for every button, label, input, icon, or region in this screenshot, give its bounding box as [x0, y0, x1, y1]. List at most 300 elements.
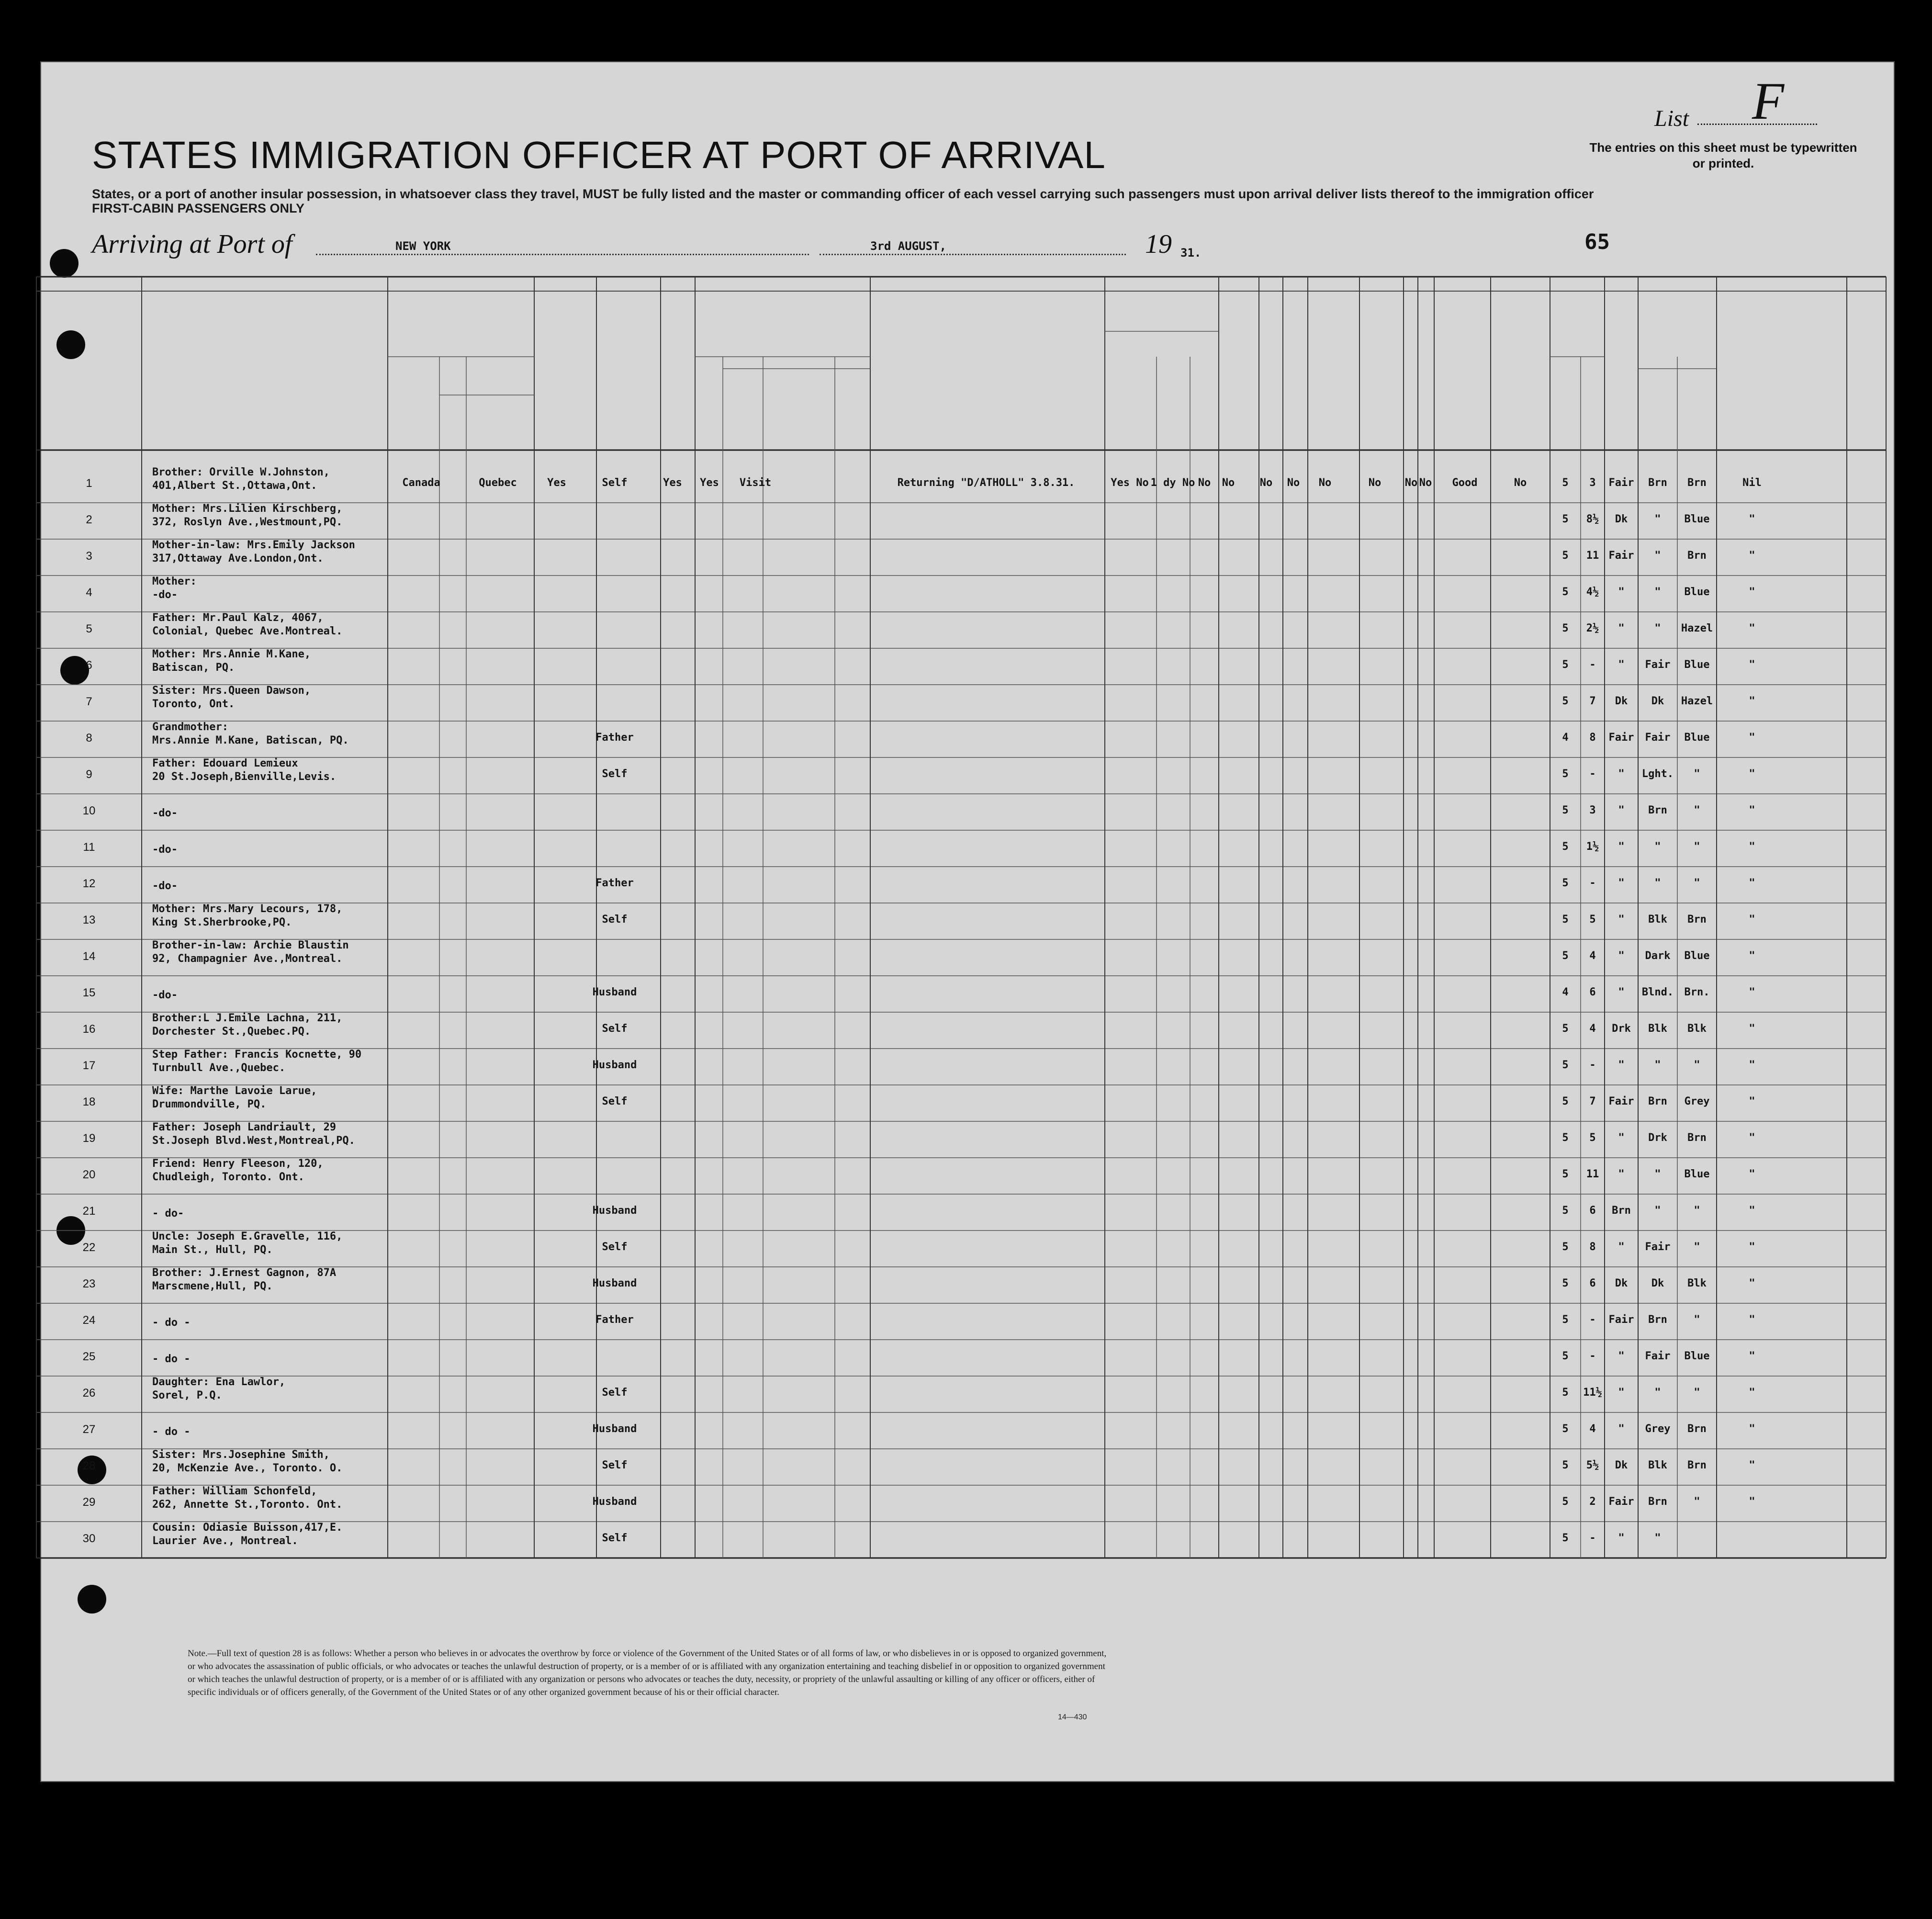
- list-number: 4: [86, 586, 92, 599]
- list-number: 22: [82, 1241, 96, 1254]
- eye-color-cell: ": [1694, 1496, 1700, 1508]
- marks-cell: ": [1749, 1205, 1755, 1217]
- typewritten-note: The entries on this sheet must be typewritten or printed.: [1589, 140, 1857, 170]
- list-number: 20: [82, 1168, 96, 1181]
- hair-color-cell: Blk: [1648, 1459, 1667, 1471]
- eye-color-cell: Blk: [1687, 1023, 1707, 1035]
- relative-address: -do-: [152, 589, 178, 601]
- eye-color-cell: Blk: [1687, 1277, 1707, 1289]
- list-number: 15: [82, 986, 96, 999]
- relative-name: Father: Edouard Lemieux: [152, 757, 298, 769]
- height-inches-cell: 2: [1589, 1496, 1596, 1508]
- list-number: 19: [82, 1132, 96, 1145]
- relative-address: 262, Annette St.,Toronto. Ont.: [152, 1499, 343, 1511]
- eye-color-cell: ": [1694, 804, 1700, 816]
- hair-color-cell: Dk: [1651, 695, 1664, 707]
- list-number: 7: [86, 695, 92, 708]
- height-feet-cell: 5: [1562, 877, 1569, 889]
- complexion-cell: ": [1618, 841, 1625, 853]
- passage-paid-cell: Self: [602, 768, 628, 780]
- complexion-cell: ": [1618, 986, 1625, 998]
- height-inches-cell: -: [1589, 1314, 1596, 1326]
- relative-address: 317,Ottaway Ave.London,Ont.: [152, 553, 324, 564]
- marks-cell: ": [1749, 1350, 1755, 1362]
- eye-color-cell: ": [1694, 877, 1700, 889]
- eye-color-cell: Brn: [1687, 1132, 1707, 1144]
- height-inches-cell: 11: [1586, 550, 1599, 562]
- list-number: 9: [86, 768, 92, 781]
- list-number: 18: [82, 1095, 96, 1108]
- relative-name: Sister: Mrs.Queen Dawson,: [152, 685, 311, 697]
- health-cell: Good: [1452, 477, 1478, 489]
- relative-name: Mother:: [152, 576, 197, 587]
- eye-color-cell: ": [1694, 1059, 1700, 1071]
- relative-address: -do-: [152, 989, 178, 1001]
- height-feet-cell: 5: [1562, 1532, 1569, 1544]
- eye-color-cell: Blue: [1684, 1350, 1710, 1362]
- height-inches-cell: 6: [1589, 986, 1596, 998]
- hair-color-cell: Brn: [1648, 1095, 1667, 1107]
- form-title: STATES IMMIGRATION OFFICER AT PORT OF ARRIVAL: [92, 134, 1106, 176]
- complexion-cell: Fair: [1608, 477, 1634, 489]
- height-inches-cell: 3: [1589, 804, 1596, 816]
- list-number: 2: [86, 513, 92, 526]
- relative-name: Step Father: Francis Kocnette, 90: [152, 1049, 362, 1061]
- complexion-cell: Fair: [1608, 732, 1634, 744]
- height-feet-cell: 5: [1562, 659, 1569, 671]
- relative-name: Mother: Mrs.Lilien Kirschberg,: [152, 503, 343, 515]
- list-number: 16: [82, 1023, 96, 1036]
- height-inches-cell: 2½: [1586, 622, 1599, 634]
- marks-cell: ": [1749, 1059, 1755, 1071]
- year-suffix: 31.: [1180, 246, 1202, 260]
- relative-name: Brother-in-law: Archie Blaustin: [152, 939, 349, 951]
- before-us-cell: Yes: [700, 477, 719, 489]
- height-inches-cell: -: [1589, 659, 1596, 671]
- list-number: 21: [82, 1205, 96, 1218]
- complexion-cell: ": [1618, 1168, 1625, 1180]
- arrested-cell: No: [1419, 477, 1432, 489]
- hair-color-cell: ": [1654, 1532, 1661, 1544]
- height-inches-cell: 11: [1586, 1168, 1599, 1180]
- year-prefix: 19: [1145, 229, 1172, 259]
- complexion-cell: ": [1618, 877, 1625, 889]
- ticket-cell: Yes: [547, 477, 566, 489]
- list-number: 13: [82, 914, 96, 926]
- relative-address: King St.Sherbrooke,PQ.: [152, 916, 292, 928]
- relative-name: Uncle: Joseph E.Gravelle, 116,: [152, 1230, 343, 1242]
- passage-paid-cell: Father: [595, 732, 634, 744]
- height-feet-cell: 4: [1562, 732, 1569, 744]
- complexion-cell: ": [1618, 768, 1625, 780]
- eye-color-cell: Blue: [1684, 586, 1710, 598]
- class-line: FIRST-CABIN PASSENGERS ONLY: [92, 201, 305, 215]
- hair-color-cell: Fair: [1645, 732, 1671, 744]
- height-feet-cell: 5: [1562, 1132, 1569, 1144]
- purpose-length-cell: 1 dy No: [1150, 477, 1195, 489]
- marks-cell: ": [1749, 732, 1755, 744]
- height-inches-cell: 4½: [1586, 586, 1599, 598]
- eye-color-cell: ": [1694, 1205, 1700, 1217]
- list-number: 8: [86, 732, 92, 745]
- complexion-cell: Dk: [1615, 1459, 1628, 1471]
- eye-color-cell: Hazel: [1681, 695, 1713, 707]
- purpose-citizen-cell: No: [1198, 477, 1211, 489]
- complexion-cell: ": [1618, 1387, 1625, 1399]
- marks-cell: ": [1749, 914, 1755, 926]
- list-number: 23: [82, 1277, 96, 1290]
- relative-address: Mrs.Annie M.Kane, Batiscan, PQ.: [152, 734, 349, 746]
- list-number: 26: [82, 1387, 96, 1400]
- eye-color-cell: Brn: [1687, 1423, 1707, 1435]
- hair-color-cell: ": [1654, 1059, 1661, 1071]
- passage-paid-cell: Husband: [592, 1423, 637, 1435]
- complexion-cell: ": [1618, 1059, 1625, 1071]
- complexion-cell: ": [1618, 804, 1625, 816]
- height-feet-cell: 5: [1562, 1205, 1569, 1217]
- list-number: 5: [86, 622, 92, 635]
- date-value: 3rd AUGUST,: [870, 239, 946, 253]
- port-value: NEW YORK: [395, 239, 451, 253]
- relative-name: Mother: Mrs.Mary Lecours, 178,: [152, 903, 343, 915]
- relative-address: -do-: [152, 807, 178, 819]
- marks-cell: ": [1749, 986, 1755, 998]
- complexion-cell: Fair: [1608, 550, 1634, 562]
- complexion-cell: Dk: [1615, 695, 1628, 707]
- hair-color-cell: ": [1654, 513, 1661, 525]
- complexion-cell: ": [1618, 914, 1625, 926]
- marks-cell: ": [1749, 1168, 1755, 1180]
- height-inches-cell: 8: [1589, 732, 1596, 744]
- marks-cell: ": [1749, 1314, 1755, 1326]
- relative-address: - do -: [152, 1426, 191, 1438]
- marks-cell: ": [1749, 804, 1755, 816]
- relative-address: 20 St.Joseph,Bienville,Levis.: [152, 771, 337, 783]
- eye-color-cell: Brn: [1687, 477, 1707, 489]
- height-feet-cell: 5: [1562, 1241, 1569, 1253]
- marks-cell: ": [1749, 586, 1755, 598]
- marks-cell: ": [1749, 768, 1755, 780]
- height-feet-cell: 5: [1562, 1277, 1569, 1289]
- list-number: 30: [82, 1532, 96, 1545]
- list-number: 10: [82, 804, 96, 817]
- hair-color-cell: ": [1654, 1205, 1661, 1217]
- relative-address: St.Joseph Blvd.West,Montreal,PQ.: [152, 1135, 355, 1147]
- hair-color-cell: Blk: [1648, 1023, 1667, 1035]
- relative-name: Grandmother:: [152, 721, 228, 733]
- passage-paid-cell: Self: [602, 914, 628, 926]
- relative-name: Mother: Mrs.Annie M.Kane,: [152, 648, 311, 660]
- contract-labor-cell: No: [1368, 477, 1382, 489]
- marks-cell: ": [1749, 695, 1755, 707]
- purpose-return-cell: Yes No: [1111, 477, 1149, 489]
- hair-color-cell: Blnd.: [1641, 986, 1674, 998]
- hair-color-cell: ": [1654, 877, 1661, 889]
- polygamist-cell: No: [1259, 477, 1273, 489]
- deformed-cell: No: [1514, 477, 1527, 489]
- height-feet-cell: 5: [1562, 841, 1569, 853]
- complexion-cell: ": [1618, 950, 1625, 962]
- height-feet-cell: 5: [1562, 1023, 1569, 1035]
- hair-color-cell: Brn: [1648, 1314, 1667, 1326]
- hair-color-cell: Dk: [1651, 1277, 1664, 1289]
- relative-address: Dorchester St.,Quebec.PQ.: [152, 1026, 311, 1038]
- city-cell: Quebec: [479, 477, 517, 489]
- height-feet-cell: 5: [1562, 477, 1569, 489]
- relative-name: Father: Mr.Paul Kalz, 4067,: [152, 612, 324, 624]
- relative-address: Laurier Ave., Montreal.: [152, 1535, 298, 1547]
- hair-color-cell: ": [1654, 550, 1661, 562]
- marks-cell: ": [1749, 550, 1755, 562]
- passage-paid-cell: Self: [602, 1095, 628, 1107]
- passage-paid-cell: Husband: [592, 986, 637, 998]
- height-feet-cell: 5: [1562, 695, 1569, 707]
- relative-name: Brother:L J.Emile Lachna, 211,: [152, 1012, 343, 1024]
- height-feet-cell: 5: [1562, 804, 1569, 816]
- eye-color-cell: Brn: [1687, 1459, 1707, 1471]
- height-inches-cell: 4: [1589, 1023, 1596, 1035]
- marks-cell: ": [1749, 622, 1755, 634]
- overthrow-cell: No: [1318, 477, 1332, 489]
- eye-color-cell: ": [1694, 768, 1700, 780]
- height-inches-cell: 3: [1589, 477, 1596, 489]
- complexion-cell: ": [1618, 1350, 1625, 1362]
- height-inches-cell: -: [1589, 768, 1596, 780]
- complexion-cell: ": [1618, 1532, 1625, 1544]
- marks-cell: ": [1749, 841, 1755, 853]
- list-value: F: [1752, 72, 1785, 130]
- eye-color-cell: Blue: [1684, 950, 1710, 962]
- relative-address: -do-: [152, 844, 178, 856]
- passage-paid-cell: Self: [602, 477, 628, 489]
- eye-color-cell: ": [1694, 1314, 1700, 1326]
- height-feet-cell: 5: [1562, 1350, 1569, 1362]
- height-feet-cell: 5: [1562, 950, 1569, 962]
- money-cell: Yes: [663, 477, 682, 489]
- height-inches-cell: 7: [1589, 695, 1596, 707]
- height-inches-cell: -: [1589, 1532, 1596, 1544]
- eye-color-cell: Hazel: [1681, 622, 1713, 634]
- marks-cell: ": [1749, 513, 1755, 525]
- hair-color-cell: Brn: [1648, 804, 1667, 816]
- height-feet-cell: 5: [1562, 622, 1569, 634]
- hair-color-cell: Lght.: [1641, 768, 1674, 780]
- eye-color-cell: Grey: [1684, 1095, 1710, 1107]
- hair-color-cell: Fair: [1645, 659, 1671, 671]
- passage-paid-cell: Father: [595, 877, 634, 889]
- excluded-cell: No: [1404, 477, 1418, 489]
- list-number: 6: [86, 659, 92, 672]
- relative-address: Turnbull Ave.,Quebec.: [152, 1062, 286, 1074]
- complexion-cell: ": [1618, 659, 1625, 671]
- eye-color-cell: Blue: [1684, 732, 1710, 744]
- eye-color-cell: ": [1694, 1241, 1700, 1253]
- height-feet-cell: 5: [1562, 768, 1569, 780]
- passage-paid-cell: Self: [602, 1387, 628, 1399]
- relative-address: - do-: [152, 1208, 184, 1219]
- relative-name: Sister: Mrs.Josephine Smith,: [152, 1449, 330, 1461]
- height-inches-cell: 5½: [1586, 1459, 1599, 1471]
- list-number: 24: [82, 1314, 96, 1327]
- passage-paid-cell: Husband: [592, 1059, 637, 1071]
- height-feet-cell: 5: [1562, 1168, 1569, 1180]
- anarchist-cell: No: [1287, 477, 1300, 489]
- marks-cell: ": [1749, 950, 1755, 962]
- list-number: 17: [82, 1059, 96, 1072]
- height-feet-cell: 5: [1562, 1496, 1569, 1508]
- list-number: 3: [86, 550, 92, 563]
- complexion-cell: ": [1618, 1132, 1625, 1144]
- height-feet-cell: 5: [1562, 1314, 1569, 1326]
- list-number: 25: [82, 1350, 96, 1363]
- hair-color-cell: Blk: [1648, 914, 1667, 926]
- list-label: List: [1654, 106, 1689, 131]
- eye-color-cell: Blue: [1684, 513, 1710, 525]
- foreign-country-cell: Canada: [402, 477, 440, 489]
- complexion-cell: ": [1618, 1241, 1625, 1253]
- height-inches-cell: 8: [1589, 1241, 1596, 1253]
- marks-cell: ": [1749, 1023, 1755, 1035]
- hair-color-cell: Grey: [1645, 1423, 1671, 1435]
- eye-color-cell: Brn: [1687, 914, 1707, 926]
- relative-name: Father: William Schonfeld,: [152, 1485, 317, 1497]
- relative-address: 401,Albert St.,Ottawa,Ont.: [152, 480, 317, 492]
- marks-cell: ": [1749, 1387, 1755, 1399]
- relative-name: Father: Joseph Landriault, 29: [152, 1121, 337, 1133]
- list-number: 14: [82, 950, 96, 963]
- relative-name: Daughter: Ena Lawlor,: [152, 1376, 286, 1388]
- port-label: Arriving at Port of: [92, 229, 292, 259]
- height-feet-cell: 5: [1562, 1459, 1569, 1471]
- height-inches-cell: 1½: [1586, 841, 1599, 853]
- passage-paid-cell: Self: [602, 1023, 628, 1035]
- height-feet-cell: 5: [1562, 1423, 1569, 1435]
- height-inches-cell: 5: [1589, 1132, 1596, 1144]
- complexion-cell: Dk: [1615, 513, 1628, 525]
- complexion-cell: Fair: [1608, 1095, 1634, 1107]
- height-inches-cell: 6: [1589, 1277, 1596, 1289]
- hair-color-cell: Brn: [1648, 477, 1667, 489]
- list-number: 27: [82, 1423, 96, 1436]
- passage-paid-cell: Husband: [592, 1277, 637, 1289]
- passage-paid-cell: Husband: [592, 1496, 637, 1508]
- height-feet-cell: 5: [1562, 1387, 1569, 1399]
- marks-cell: ": [1749, 1095, 1755, 1107]
- complexion-cell: Brn: [1612, 1205, 1631, 1217]
- hair-color-cell: Brn: [1648, 1496, 1667, 1508]
- complexion-cell: Fair: [1608, 1496, 1634, 1508]
- footnote: Note.—Full text of question 28 is as follows: Whether a person who believes in or advocates the overthrow by force or violence of the Government of the United States or of all forms of law, or who disbelieves in or is opposed to organized government, or who advocates the assassination of public officials, or who advocates or teaches the unlawful destruction of property, or is a member of or is affiliated with any organization entertaining and teaching disbelief in or opposition to organized government or which teaches the unlawful destruction of property, or is a member of or is affiliated with any organization or persons who advocates or teaches the duty, necessity, or propriety of the unlawful assaulting or killing of any officer or officers, either of specific individuals or of officers generally, of the Government of the United States or of any other organized government because of his or their official character.: [188, 1648, 1107, 1697]
- list-number: 12: [82, 877, 96, 890]
- marks-cell: ": [1749, 1496, 1755, 1508]
- list-number: 1: [86, 477, 92, 490]
- eye-color-cell: Brn: [1687, 550, 1707, 562]
- complexion-cell: Dk: [1615, 1277, 1628, 1289]
- hair-color-cell: Dark: [1645, 950, 1671, 962]
- relative-address: Sorel, P.Q.: [152, 1389, 222, 1401]
- height-feet-cell: 5: [1562, 513, 1569, 525]
- marks-cell: ": [1749, 877, 1755, 889]
- marks-cell: ": [1749, 1277, 1755, 1289]
- hair-color-cell: Fair: [1645, 1241, 1671, 1253]
- height-inches-cell: 5: [1589, 914, 1596, 926]
- complexion-cell: ": [1618, 1423, 1625, 1435]
- height-inches-cell: 7: [1589, 1095, 1596, 1107]
- eye-color-cell: Blue: [1684, 659, 1710, 671]
- complexion-cell: ": [1618, 586, 1625, 598]
- list-number: 11: [83, 841, 95, 854]
- passage-paid-cell: Husband: [592, 1205, 637, 1217]
- relative-address: - do -: [152, 1317, 191, 1329]
- relative-address: Marscmene,Hull, PQ.: [152, 1280, 273, 1292]
- marks-cell: ": [1749, 1132, 1755, 1144]
- passage-paid-cell: Father: [595, 1314, 634, 1326]
- relative-address: - do -: [152, 1353, 191, 1365]
- height-inches-cell: 11½: [1583, 1387, 1602, 1399]
- hair-color-cell: ": [1654, 622, 1661, 634]
- relative-address: 92, Champagnier Ave.,Montreal.: [152, 953, 343, 965]
- eye-color-cell: ": [1694, 1387, 1700, 1399]
- relative-name: Cousin: Odiasie Buisson,417,E.: [152, 1522, 343, 1534]
- list-number: 28: [82, 1459, 96, 1472]
- height-inches-cell: 8½: [1586, 513, 1599, 525]
- relative-address: Batiscan, PQ.: [152, 662, 235, 674]
- height-inches-cell: 4: [1589, 950, 1596, 962]
- page-number: 65: [1584, 230, 1610, 254]
- relative-name: Friend: Henry Fleeson, 120,: [152, 1158, 324, 1170]
- relative-address: 372, Roslyn Ave.,Westmount,PQ.: [152, 516, 343, 528]
- complexion-cell: Fair: [1608, 1314, 1634, 1326]
- relative-address: Toronto, Ont.: [152, 698, 235, 710]
- hair-color-cell: ": [1654, 841, 1661, 853]
- height-inches-cell: -: [1589, 877, 1596, 889]
- eye-color-cell: Blue: [1684, 1168, 1710, 1180]
- eye-color-cell: ": [1694, 841, 1700, 853]
- marks-cell: ": [1749, 1459, 1755, 1471]
- relative-name: Brother: Orville W.Johnston,: [152, 466, 330, 478]
- height-feet-cell: 5: [1562, 914, 1569, 926]
- hair-color-cell: Fair: [1645, 1350, 1671, 1362]
- relative-address: Chudleigh, Toronto. Ont.: [152, 1171, 304, 1183]
- join-relative-cell: Returning "D/ATHOLL" 3.8.31.: [897, 477, 1075, 489]
- hair-color-cell: ": [1654, 586, 1661, 598]
- hair-color-cell: ": [1654, 1387, 1661, 1399]
- marks-cell: ": [1749, 1241, 1755, 1253]
- relative-address: Drummondville, PQ.: [152, 1098, 267, 1110]
- before-us-year-cell: Visit: [739, 477, 772, 489]
- marks-cell: ": [1749, 1423, 1755, 1435]
- complexion-cell: Drk: [1612, 1023, 1631, 1035]
- passage-paid-cell: Self: [602, 1459, 628, 1471]
- list-number: 29: [82, 1496, 96, 1509]
- height-inches-cell: 6: [1589, 1205, 1596, 1217]
- height-inches-cell: 4: [1589, 1423, 1596, 1435]
- height-feet-cell: 5: [1562, 586, 1569, 598]
- marks-cell: Nil: [1742, 477, 1762, 489]
- height-feet-cell: 5: [1562, 550, 1569, 562]
- relative-address: -do-: [152, 880, 178, 892]
- height-feet-cell: 4: [1562, 986, 1569, 998]
- eye-color-cell: Brn.: [1684, 986, 1710, 998]
- height-inches-cell: -: [1589, 1350, 1596, 1362]
- height-feet-cell: 5: [1562, 1059, 1569, 1071]
- form-number: 14—430: [1058, 1713, 1087, 1721]
- passage-paid-cell: Self: [602, 1241, 628, 1253]
- class-notice: States, or a port of another insular possession, in whatsoever class they travel, MUST be fully listed and the master or commanding officer of each vessel carrying such passengers must upon arrival deliver lists thereof to the immigration officer: [92, 187, 1594, 201]
- passage-paid-cell: Self: [602, 1532, 628, 1544]
- relative-address: Colonial, Quebec Ave.Montreal.: [152, 625, 343, 637]
- prison-cell: No: [1222, 477, 1235, 489]
